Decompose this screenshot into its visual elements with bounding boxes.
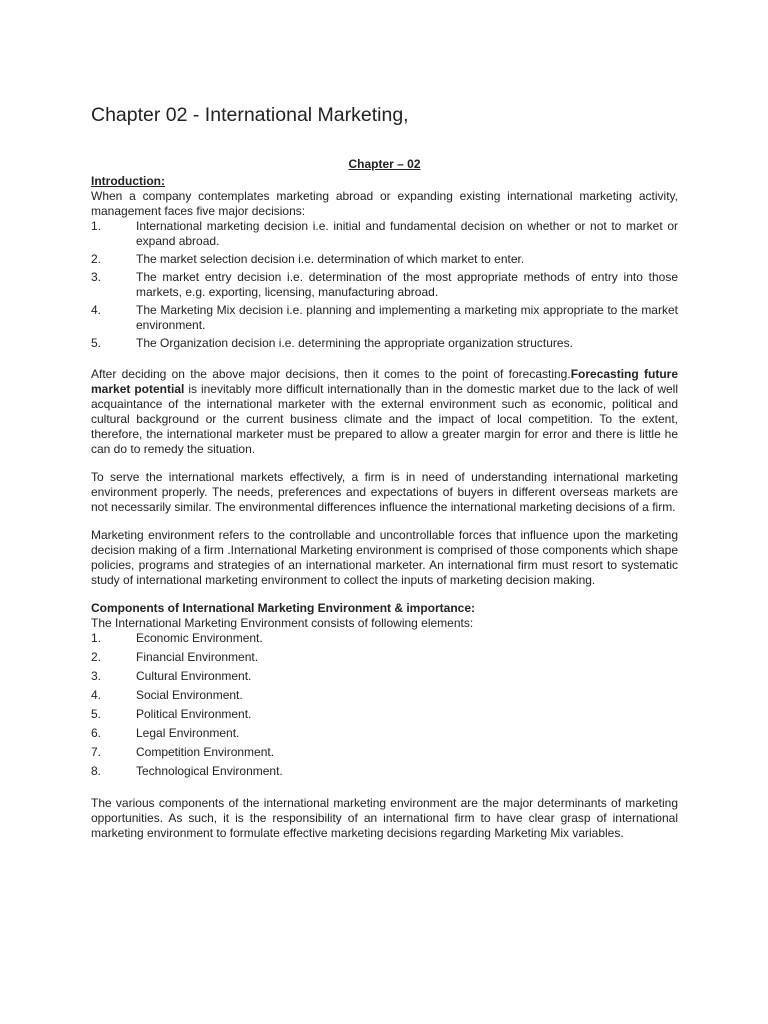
list-item: [91, 726, 678, 741]
document-title: Chapter 02 - International Marketing,: [91, 104, 409, 126]
forecast-paragraph: [91, 367, 678, 457]
list-item: [91, 764, 678, 779]
list-number: 5.: [91, 707, 102, 721]
list-number: 1.: [91, 631, 102, 645]
list-text: Economic Environment.: [136, 631, 263, 645]
list-number: 4.: [91, 303, 102, 317]
list-text: The market selection decision i.e. determination of which market to enter.: [136, 252, 525, 266]
list-number: 7.: [91, 745, 102, 759]
list-number: 2.: [91, 252, 102, 266]
list-text: International marketing decision i.e. initial and fundamental decision on whether or not to market or expand abroad.: [136, 219, 678, 248]
list-number: 4.: [91, 688, 102, 702]
list-text: Competition Environment.: [136, 745, 275, 759]
list-item: [91, 631, 678, 646]
list-number: 8.: [91, 764, 102, 778]
list-number: 3.: [91, 669, 102, 683]
list-number: 6.: [91, 726, 102, 740]
list-item: [91, 270, 678, 300]
list-text: Political Environment.: [136, 707, 252, 721]
serve-paragraph: To serve the international markets effectively, a firm is in need of understanding international marketing environment properly. The needs, preferences and expectations of buyers in different overseas markets are not necessarily similar. The environmental differences influence the international marketing decisions of a firm.: [91, 470, 678, 514]
list-number: 3.: [91, 270, 102, 284]
list-item: [91, 745, 678, 760]
list-number: 1.: [91, 219, 102, 233]
list-text: Technological Environment.: [136, 764, 283, 778]
list-text: The Marketing Mix decision i.e. planning and implementing a marketing mix appropriate to the market environment.: [136, 303, 678, 332]
forecast-text-start: After deciding on the above major decisions, then it comes to the point of forecasting.: [91, 367, 571, 381]
forecast-bold-phrase: Forecasting future market potential: [91, 367, 678, 396]
list-number: 2.: [91, 650, 102, 664]
components-heading: Components of International Marketing Environment & importance:: [91, 601, 476, 615]
list-item: [91, 688, 678, 703]
environment-paragraph: Marketing environment refers to the controllable and uncontrollable forces that influence upon the marketing decision making of a firm .International Marketing environment is comprised of those components which shape policies, programs and strategies of an international marketer. An international firm must resort to systematic study of international marketing environment to collect the inputs of marketing decision making.: [91, 528, 678, 587]
list-item: [91, 650, 678, 665]
list-item: [91, 252, 678, 267]
list-text: Financial Environment.: [136, 650, 259, 664]
list-text: Social Environment.: [136, 688, 243, 702]
introduction-heading: Introduction:: [91, 174, 165, 188]
list-item: [91, 336, 678, 351]
list-item: [91, 669, 678, 684]
list-item: [91, 219, 678, 249]
chapter-heading: Chapter – 02: [348, 157, 421, 171]
list-item: [91, 303, 678, 333]
decision-list: [91, 219, 678, 351]
final-paragraph: The various components of the international marketing environment are the major determinants of marketing opportunities. As such, it is the responsibility of an international firm to have clear grasp of international marketing environment to formulate effective marketing decisions regarding Marketing Mix variables.: [91, 796, 678, 840]
list-text: Cultural Environment.: [136, 669, 252, 683]
forecast-text-rest: is inevitably more difficult internationally than in the domestic market due to the lack of well acquaintance of the international marketer with the external environment such as economic, political and cultural background or the current business climate and the impact of local competition. To the extent, therefore, the international marketer must be prepared to allow a greater margin for error and there is little he can do to remedy the situation.: [91, 382, 678, 456]
list-text: Legal Environment.: [136, 726, 240, 740]
document-body: [91, 157, 678, 841]
list-text: The market entry decision i.e. determination of the most appropriate methods of entry into those markets, e.g. exporting, licensing, manufacturing abroad.: [136, 270, 678, 299]
list-number: 5.: [91, 336, 102, 350]
components-list: [91, 631, 678, 779]
list-item: [91, 707, 678, 722]
list-text: The Organization decision i.e. determining the appropriate organization structures.: [136, 336, 573, 350]
components-intro: The International Marketing Environment consists of following elements:: [91, 616, 474, 630]
intro-paragraph: When a company contemplates marketing abroad or expanding existing international marketing activity, management faces five major decisions:: [91, 189, 678, 218]
